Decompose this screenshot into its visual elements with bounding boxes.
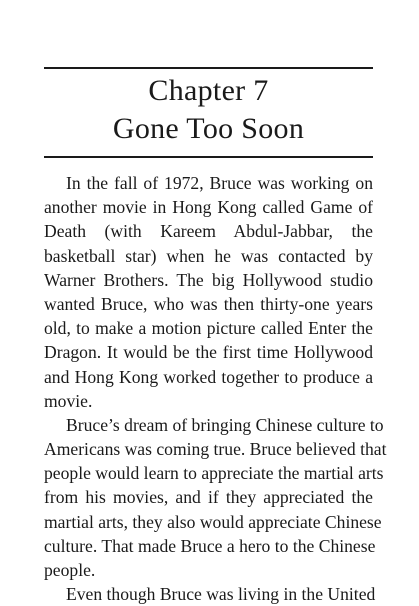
text-line: people. bbox=[44, 560, 96, 580]
text-line: from his movies, and if they appreciated the bbox=[44, 487, 373, 508]
text-line: basketball star) when he was contacted by bbox=[44, 245, 373, 266]
text-line: Even though Bruce was living in the United bbox=[66, 584, 376, 605]
text-line: another movie in Hong Kong called Game of bbox=[44, 197, 373, 218]
text-line: wanted Bruce, who was then thirty-one years bbox=[44, 293, 373, 314]
text-line: martial arts, they also would appreciate Chinese bbox=[44, 511, 382, 532]
text-line: and Hong Kong worked together to produce a bbox=[44, 366, 373, 387]
text-line: Warner Brothers. The big Hollywood studio bbox=[44, 269, 373, 290]
chapter-title: Gone Too Soon bbox=[112, 112, 305, 145]
text-line: In the fall of 1972, Bruce was working on bbox=[66, 173, 373, 193]
heading-top-rule bbox=[44, 67, 373, 69]
text-line: culture. That made Bruce a hero to the Chinese bbox=[44, 535, 376, 556]
text-line: movie. bbox=[44, 390, 93, 411]
text-line: Bruce’s dream of bringing Chinese culture to bbox=[66, 414, 384, 435]
text-line: old, to make a motion picture called Enter the bbox=[44, 318, 373, 339]
text-line: Dragon. It would be the first time Hollywood bbox=[44, 342, 373, 363]
chapter-number: Chapter 7 bbox=[148, 74, 269, 107]
body-text bbox=[44, 171, 387, 606]
text-line: Death (with Kareem Abdul-Jabbar, the bbox=[44, 221, 373, 242]
heading-bottom-rule bbox=[44, 156, 373, 158]
chapter-heading bbox=[44, 72, 373, 148]
text-line: Americans was coming true. Bruce believed that bbox=[44, 439, 387, 460]
text-line: people would learn to appreciate the martial arts bbox=[44, 463, 384, 484]
